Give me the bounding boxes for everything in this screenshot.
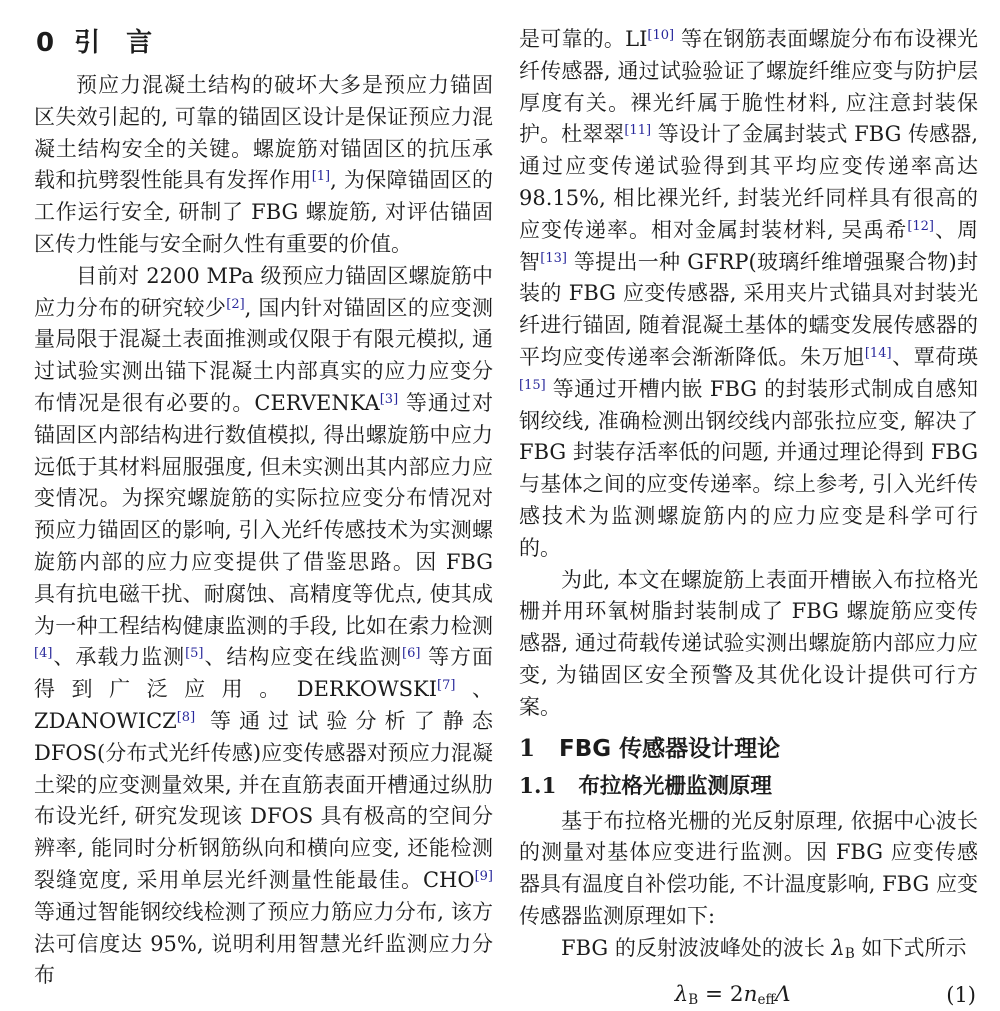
citation-ref[interactable]: [5] [185, 646, 204, 662]
text-segment: 为此, 本文在螺旋筋上表面开槽嵌入布拉格光栅并用环氧树脂封装制成了 FBG 螺旋筋应变传感器, 通过荷载传递试验实测出螺旋筋内部应力应变, 为锚固区安全预警及其优化设计提供可行方案。 [519, 567, 978, 719]
equation-number: (1) [946, 982, 976, 1007]
section-title: 布拉格光栅监测原理 [578, 773, 772, 799]
text-segment: 、周智 [519, 217, 978, 274]
citation-ref[interactable]: [13] [540, 250, 567, 266]
left-column [34, 24, 494, 988]
equation-body [519, 979, 946, 1011]
text-segment: , 国内针对锚固区的应变测量局限于混凝土表面推测或仅限于有限元模拟, 通过试验实测出锚下混凝土内部真实的应力应变分布情况是很有必要的。CERVENKA [34, 295, 493, 415]
citation-ref[interactable]: [10] [647, 28, 675, 43]
citation-ref[interactable]: [4] [34, 646, 53, 662]
equation-1 [519, 979, 978, 1011]
paragraph-intro-2 [34, 261, 493, 992]
paragraph-purpose [519, 565, 978, 724]
section-number: 0 [36, 28, 55, 58]
paragraph-equation-lead [519, 933, 978, 965]
text-segment: 等通过开槽内嵌 FBG 的封装形式制成自感知钢绞线, 准确检测出钢绞线内部张拉应变, 解决了 FBG 封装存活率低的问题, 并通过理论得到 FBG 与基体之间的应变传递率。综上参考, 引入光纤传感技术为监测螺旋筋内的应力应变是科学可行的。 [519, 376, 978, 560]
citation-ref[interactable]: [3] [379, 391, 399, 407]
paragraph-intro-1 [34, 70, 493, 261]
text-segment: 等设计了金属封装式 FBG 传感器, 通过应变传递试验得到其平均应变传递率高达 98.15%, 相比裸光纤, 封装光纤同样具有很高的应变传递率。相对金属封装材料, 吴禹希 [519, 122, 978, 242]
text-segment: eff [757, 991, 776, 1008]
text-segment: = 2 [698, 981, 744, 1007]
text-segment: 等在钢筋表面螺旋分布布设裸光纤传感器, 通过试验验证了螺旋纤维应变与防护层厚度有关。裸光纤属于脆性材料, 应注意封装保护。杜翠翠 [519, 27, 978, 147]
citation-ref[interactable]: [9] [474, 868, 493, 884]
text-segment: B [688, 991, 699, 1008]
text-segment: Λ [775, 981, 791, 1007]
text-segment: FBG 的反射波波峰处的波长 [561, 935, 832, 960]
text-segment: 目前对 2200 MPa 级预应力锚固区螺旋筋中应力分布的研究较少 [34, 263, 493, 320]
section-heading-1-1 [519, 770, 978, 803]
text-segment: 、结构应变在线监测 [203, 645, 403, 670]
text-segment: 等方面得到广泛应用。DERKOWSKI [34, 645, 494, 702]
text-segment: 、覃荷瑛 [891, 344, 979, 369]
section-title: 引 言 [74, 28, 153, 58]
text-segment: λ [831, 935, 845, 960]
citation-ref[interactable]: [12] [907, 218, 934, 234]
text-segment: 如下式所示 [854, 935, 967, 960]
section-title: FBG 传感器设计理论 [559, 735, 781, 762]
text-segment: λ [674, 981, 689, 1007]
text-segment: 是可靠的。LI [519, 27, 648, 51]
text-segment: 预应力混凝土结构的破坏大多是预应力锚固区失效引起的, 可靠的锚固区设计是保证预应力混凝土结构安全的关键。螺旋筋对锚固区的抗压承载和抗劈裂性能具有发挥作用 [34, 73, 493, 193]
citation-ref[interactable]: [6] [402, 646, 421, 662]
citation-ref[interactable]: [7] [437, 678, 456, 694]
right-column [519, 24, 979, 1008]
section-number: 1 [519, 734, 536, 762]
citation-ref[interactable]: [8] [176, 709, 196, 725]
paragraph-intro-2-continued [519, 24, 978, 565]
citation-ref[interactable]: [11] [624, 123, 652, 139]
text-segment: 、承载力监测 [52, 645, 186, 670]
text-segment: B [844, 945, 855, 962]
section-heading-1 [519, 731, 978, 767]
text-segment: , 为保障锚固区的工作运行安全, 研制了 FBG 螺旋筋, 对评估锚固区传力性能与安全耐久性有重要的价值。 [34, 168, 494, 256]
text-segment: 、ZDANOWICZ [34, 677, 494, 733]
section-number: 1.1 [519, 773, 557, 799]
paragraph-bragg-principle [519, 806, 978, 933]
text-segment: 等提出一种 GFRP(玻璃纤维增强聚合物)封装的 FBG 应变传感器, 采用夹片式锚具对封装光纤进行锚固, 随着混凝土基体的蠕变发展传感器的平均应变传递率会渐渐降低。朱万旭 [519, 249, 978, 369]
text-segment: n [743, 981, 758, 1007]
text-segment: 等通过试验分析了静态 DFOS(分布式光纤传感)应变传感器对预应力混凝土梁的应变测量效果, 并在直筋表面开槽通过纵肋布设光纤, 研究发现该 DFOS 具有极高的空间分辨率, 能同时分析钢筋纵向和横向应变, 还能检测裂缝宽度, 采用单层光纤测量性能最佳。CHO [34, 708, 493, 892]
text-segment: 基于布拉格光栅的光反射原理, 依据中心波长的测量对基体应变进行监测。因 FBG 应变传感器具有温度自补偿功能, 不计温度影响, FBG 应变传感器监测原理如下: [519, 808, 978, 928]
citation-ref[interactable]: [14] [864, 345, 892, 361]
citation-ref[interactable]: [2] [226, 296, 245, 312]
citation-ref[interactable]: [1] [311, 169, 331, 185]
section-heading-intro [36, 26, 493, 60]
text-segment: 等通过智能钢绞线检测了预应力筋应力分布, 该方法可信度达 95%, 说明利用智慧光纤监测应力分布 [34, 899, 493, 988]
citation-ref[interactable]: [15] [519, 377, 546, 393]
text-segment: 等通过对锚固区内部结构进行数值模拟, 得出螺旋筋中应力远低于其材料屈服强度, 但未实测出其内部应力应变情况。为探究螺旋筋的实际拉应变分布情况对预应力锚固区的影响, 引入光纤传感技术为实测螺旋筋内部的应力应变提供了借鉴思路。因 FBG 具有抗电磁干扰、耐腐蚀、高精度等优点, 使其成为一种工程结构健康监测的手段, 比如在索力检测 [34, 390, 493, 638]
